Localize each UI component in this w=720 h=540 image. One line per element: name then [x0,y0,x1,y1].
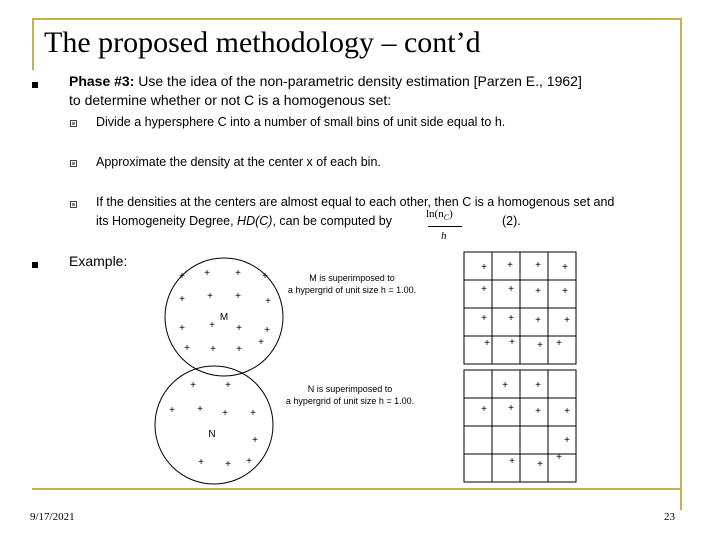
plus-mark: + [481,313,487,324]
plus-mark: + [250,408,256,419]
plus-mark: + [207,291,213,302]
plus-mark: + [502,380,508,391]
equation-number: (2). [502,214,521,228]
plus-mark: + [204,268,210,279]
grid-n [464,370,576,482]
caption-n-line2: a hypergrid of unit size h = 1.00. [285,396,415,406]
plus-mark: + [210,344,216,355]
plus-mark: + [481,284,487,295]
plus-mark: + [190,380,196,391]
footer-date: 9/17/2021 [30,511,75,523]
plus-mark: + [235,268,241,279]
sub-item-2: Approximate the density at the center x of each bin. [96,155,381,169]
plus-mark: + [508,403,514,414]
plus-mark: + [535,380,541,391]
plus-mark: + [535,315,541,326]
plus-mark: + [535,260,541,271]
formula-denominator: h [441,230,447,242]
cluster-n-label: N [208,429,216,440]
plus-mark: + [537,459,543,470]
plus-mark: + [564,315,570,326]
cluster-m-label: M [219,312,229,323]
sub-item-3-line1: If the densities at the centers are almost equal to each other, then C is a homogenous set and [96,195,615,209]
plus-mark: + [236,344,242,355]
phase-text-line2: to determine whether or not C is a homogenous set: [69,92,392,108]
plus-mark: + [537,340,543,351]
plus-mark: + [246,456,252,467]
sub-item-1: Divide a hypersphere C into a number of small bins of unit side equal to h. [96,115,506,129]
phase-text-line1: Use the idea of the non-parametric density estimation [Parzen E., 1962] [134,73,582,89]
plus-mark: + [507,260,513,271]
plus-mark: + [508,313,514,324]
plus-mark: + [179,323,185,334]
plus-mark: + [484,338,490,349]
plus-mark: + [562,286,568,297]
bullet-example: Example: [69,253,128,269]
caption-m-line1: M is superimposed to [309,273,395,283]
plus-mark: + [225,459,231,470]
caption-m-line2: a hypergrid of unit size h = 1.00. [287,285,417,295]
plus-mark: + [236,323,242,334]
formula-numerator: ln(n [426,208,444,220]
plus-mark: + [556,452,562,463]
plus-mark: + [184,343,190,354]
sub-item-3-post: , can be computed by [272,214,392,228]
plus-mark: + [262,271,268,282]
slide-title: The proposed methodology – cont’d [44,26,481,59]
plus-mark: + [252,435,258,446]
hd-term: HD(C) [237,214,273,228]
plus-mark: + [564,406,570,417]
plus-mark: + [258,337,264,348]
plus-mark: + [225,380,231,391]
plus-mark: + [264,325,270,336]
plus-mark: + [564,435,570,446]
sub-item-3-pre: its Homogeneity Degree, [96,214,238,228]
plus-mark: + [556,338,562,349]
formula-subscript: C [443,213,450,223]
caption-n-line1: N is superimposed to [307,384,393,394]
plus-mark: + [179,294,185,305]
plus-mark: + [198,457,204,468]
plus-mark: + [509,337,515,348]
plus-mark: + [535,286,541,297]
plus-mark: + [265,296,271,307]
footer-page-number: 23 [664,511,675,523]
formula-close: ) [449,208,453,220]
cluster-n-circle [155,366,273,484]
plus-mark: + [509,456,515,467]
plus-mark: + [481,262,487,273]
plus-mark: + [169,405,175,416]
plus-mark: + [535,406,541,417]
plus-mark: + [179,271,185,282]
plus-mark: + [562,262,568,273]
phase-label: Phase #3: [69,73,135,89]
plus-mark: + [481,404,487,415]
plus-mark: + [508,284,514,295]
plus-mark: + [197,404,203,415]
plus-mark: + [209,320,215,331]
plus-mark: + [235,291,241,302]
plus-mark: + [222,408,228,419]
